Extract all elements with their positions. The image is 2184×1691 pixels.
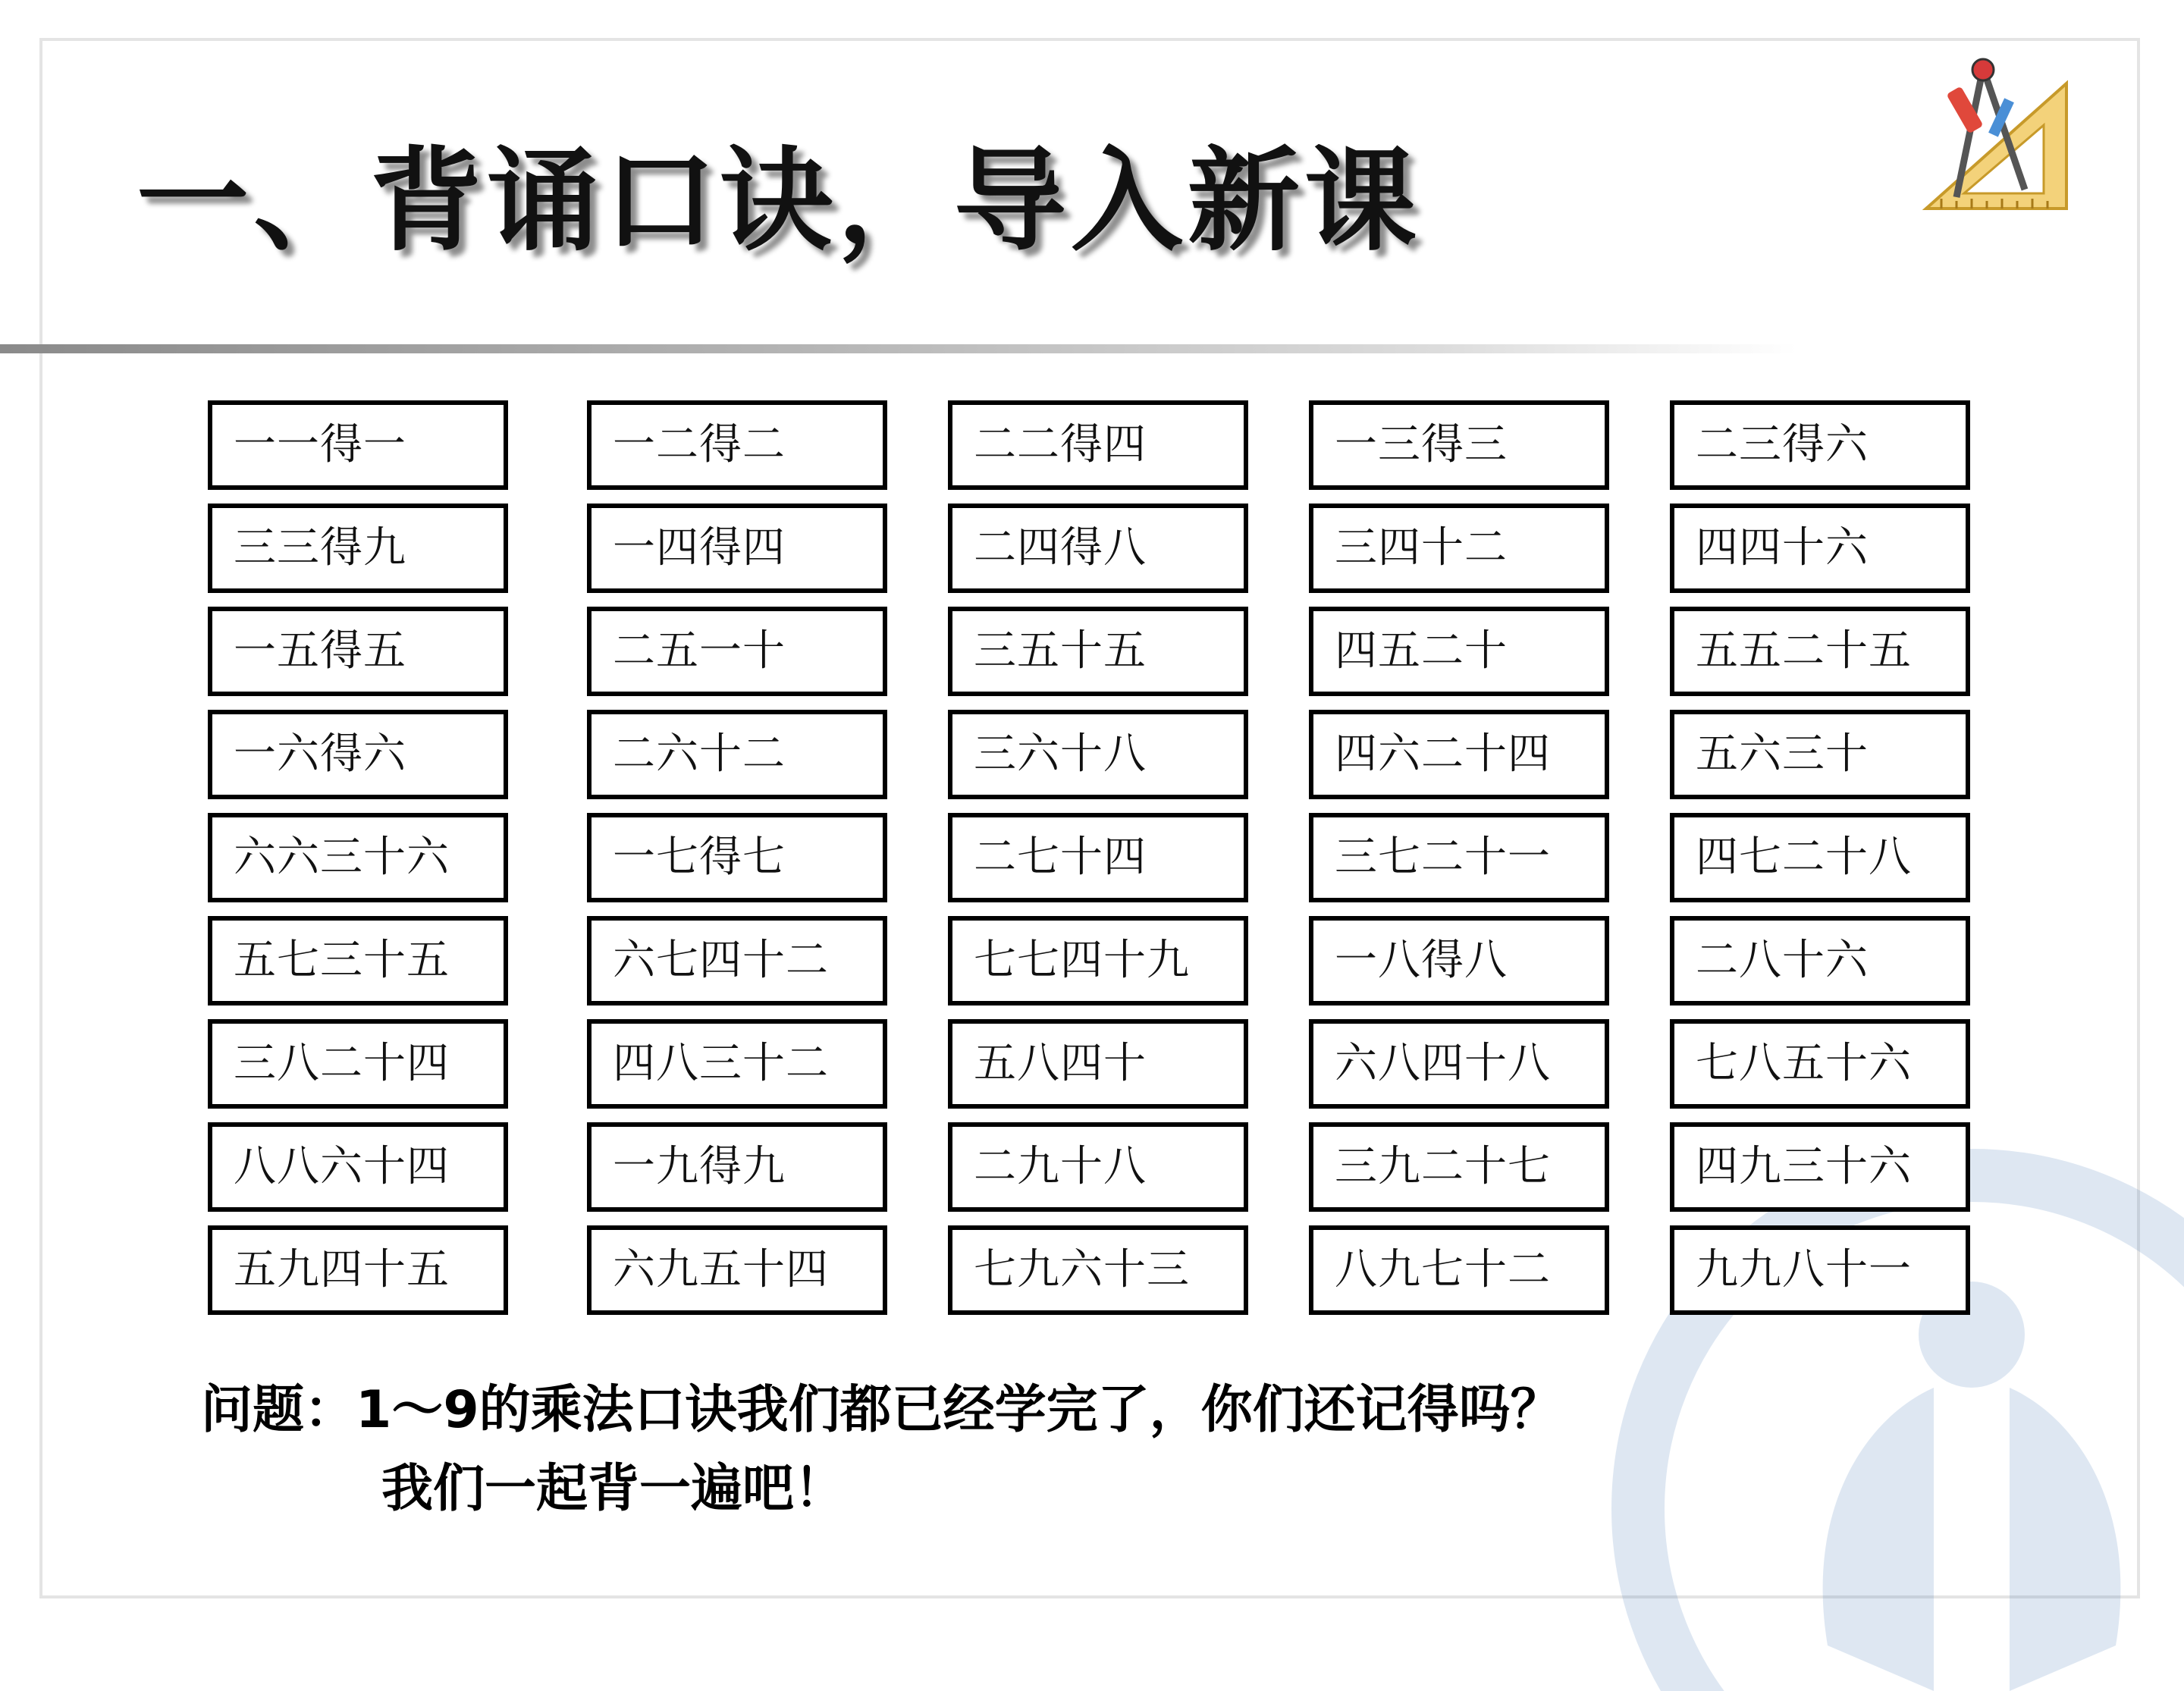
cell-text: 七七四十九 (974, 936, 1190, 985)
table-cell (948, 607, 1248, 696)
cell-text: 一一得一 (234, 420, 406, 469)
table-cell (1670, 916, 1970, 1006)
table-cell (1309, 400, 1609, 490)
title-divider (0, 344, 1797, 353)
table-cell (948, 1019, 1248, 1109)
table-cell (1309, 1225, 1609, 1315)
table-cell (1309, 813, 1609, 902)
cell-text: 三六十八 (974, 729, 1147, 779)
cell-text: 二九十八 (974, 1142, 1147, 1191)
table-cell (948, 504, 1248, 593)
table-cell (948, 1122, 1248, 1212)
table-cell (1309, 607, 1609, 696)
table-cell (1309, 1019, 1609, 1109)
multiplication-table (208, 400, 1975, 1319)
cell-text: 四六二十四 (1335, 729, 1551, 779)
cell-text: 八九七十二 (1335, 1245, 1551, 1294)
cell-text: 三九二十七 (1335, 1142, 1551, 1191)
table-cell (587, 916, 887, 1006)
cell-text: 二二得四 (974, 420, 1147, 469)
table-cell (948, 1225, 1248, 1315)
cell-text: 五七三十五 (234, 936, 450, 985)
question-line-2: 我们一起背一遍吧！ (381, 1459, 846, 1519)
cell-text: 四四十六 (1696, 523, 1869, 573)
table-cell (1309, 504, 1609, 593)
question-line-1 (201, 1371, 1562, 1450)
table-cell (1670, 1019, 1970, 1109)
cell-text: 五五二十五 (1696, 626, 1912, 676)
cell-text: 四九三十六 (1696, 1142, 1912, 1191)
table-cell (1670, 504, 1970, 593)
cell-text: 一三得三 (1335, 420, 1508, 469)
cell-text: 二八十六 (1696, 936, 1869, 985)
table-cell (208, 607, 508, 696)
cell-text: 七八五十六 (1696, 1039, 1912, 1088)
table-cell (587, 504, 887, 593)
cell-text: 六八四十八 (1335, 1039, 1551, 1088)
table-cell (587, 400, 887, 490)
table-cell (208, 1019, 508, 1109)
table-cell (948, 813, 1248, 902)
geometry-tools-icon (1911, 53, 2078, 220)
question-label: 问题： (201, 1380, 356, 1440)
table-cell (948, 710, 1248, 799)
cell-text: 三五十五 (974, 626, 1147, 676)
cell-text: 五六三十 (1696, 729, 1869, 779)
cell-text: 二五一十 (613, 626, 786, 676)
cell-text: 一七得七 (613, 833, 786, 882)
cell-text: 四五二十 (1335, 626, 1508, 676)
table-cell (587, 607, 887, 696)
table-cell (1670, 813, 1970, 902)
cell-text: 三四十二 (1335, 523, 1508, 573)
table-cell (948, 400, 1248, 490)
cell-text: 一二得二 (613, 420, 786, 469)
table-cell (208, 813, 508, 902)
table-cell (1309, 710, 1609, 799)
table-cell (587, 1122, 887, 1212)
cell-text: 三八二十四 (234, 1039, 450, 1088)
cell-text: 一五得五 (234, 626, 406, 676)
cell-text: 三七二十一 (1335, 833, 1551, 882)
cell-text: 七九六十三 (974, 1245, 1190, 1294)
table-cell (587, 813, 887, 902)
table-cell (587, 1225, 887, 1315)
cell-text: 四七二十八 (1696, 833, 1912, 882)
question-text (201, 1371, 1562, 1529)
cell-text: 三三得九 (234, 523, 406, 573)
cell-text: 五八四十 (974, 1039, 1147, 1088)
cell-text: 二四得八 (974, 523, 1147, 573)
cell-text: 一九得九 (613, 1142, 786, 1191)
cell-text: 四八三十二 (613, 1039, 829, 1088)
question-body: 1～9的乘法口诀我们都已经学完了，你们还记得吗？ (356, 1380, 1562, 1440)
cell-text: 二三得六 (1696, 420, 1869, 469)
table-cell (587, 1019, 887, 1109)
table-cell (587, 710, 887, 799)
cell-text: 六六三十六 (234, 833, 450, 882)
table-cell (208, 504, 508, 593)
table-cell (1309, 1122, 1609, 1212)
cell-text: 一四得四 (613, 523, 786, 573)
table-cell (208, 710, 508, 799)
cell-text: 一八得八 (1335, 936, 1508, 985)
cell-text: 六七四十二 (613, 936, 829, 985)
table-cell (208, 916, 508, 1006)
cell-text: 二六十二 (613, 729, 786, 779)
cell-text: 六九五十四 (613, 1245, 829, 1294)
table-cell (208, 400, 508, 490)
cell-text: 二七十四 (974, 833, 1147, 882)
table-cell (1670, 1225, 1970, 1315)
table-cell (1670, 710, 1970, 799)
table-cell (208, 1225, 508, 1315)
table-cell (948, 916, 1248, 1006)
table-cell (208, 1122, 508, 1212)
slide-title: 一、背诵口诀，导入新课 (136, 136, 1421, 266)
cell-text: 九九八十一 (1696, 1245, 1912, 1294)
table-cell (1670, 400, 1970, 490)
table-cell (1670, 607, 1970, 696)
cell-text: 五九四十五 (234, 1245, 450, 1294)
table-cell (1309, 916, 1609, 1006)
cell-text: 八八六十四 (234, 1142, 450, 1191)
table-cell (1670, 1122, 1970, 1212)
cell-text: 一六得六 (234, 729, 406, 779)
